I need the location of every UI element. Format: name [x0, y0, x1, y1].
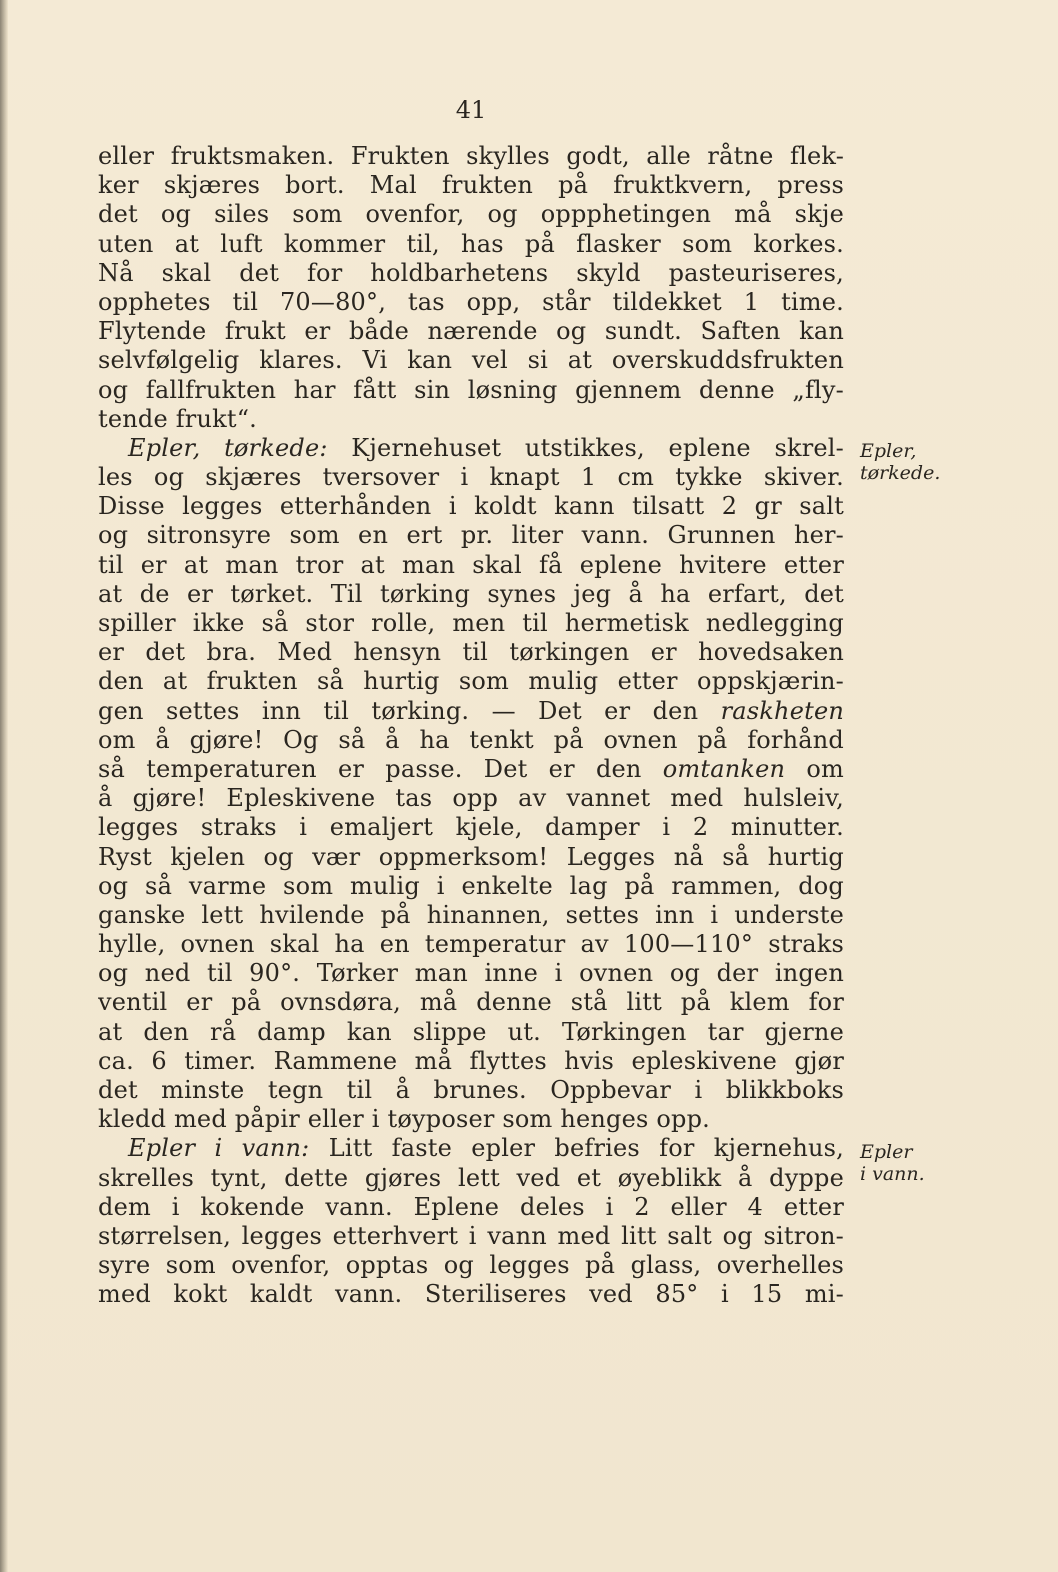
text-line: Nå skal det for holdbarhetens skyld pasteuriseres, [98, 258, 844, 287]
text-line: Epler, tørkede: Kjernehuset utstikkes, eplene skrel- [128, 433, 844, 462]
page-number: 41 [455, 96, 487, 124]
text-line: å gjøre! Epleskivene tas opp av vannet med hulsleiv, [98, 784, 844, 813]
text-line: les og skjæres tversover i knapt 1 cm tykke skiver. [98, 463, 844, 492]
italic-heading: Epler i vann: [128, 1134, 310, 1163]
italic-emphasis: omtanken [662, 754, 786, 783]
text-line: er det bra. Med hensyn til tørkingen er hovedsaken [98, 638, 844, 667]
text-line: opphetes til 70—80°, tas opp, står tildekket 1 time. [98, 287, 844, 316]
text-line: hylle, ovnen skal ha en temperatur av 100—110° straks [98, 930, 844, 959]
text-line: og ned til 90°. Tørker man inne i ovnen og der ingen [98, 959, 844, 988]
text-line: uten at luft kommer til, has på flasker som korkes. [98, 229, 844, 258]
margin-note-line: i vann. [860, 1162, 925, 1185]
italic-heading: Epler, tørkede: [128, 433, 328, 462]
text-line: det og siles som ovenfor, og oppphetingen må skje [98, 200, 844, 229]
text-line: Flytende frukt er både nærende og sundt. Saften kan [98, 317, 844, 346]
text-line: selvfølgelig klares. Vi kan vel si at overskuddsfrukten [98, 346, 844, 375]
text-line: så temperaturen er passe. Det er den omtanken om [98, 754, 844, 783]
text-line: og sitronsyre som en ert pr. liter vann. Grunnen her- [98, 521, 844, 550]
text-line: legges straks i emaljert kjele, damper i 2 minutter. [98, 813, 844, 842]
page-edge-shadow [0, 0, 8, 1572]
italic-emphasis: raskheten [720, 696, 844, 725]
body-text [98, 142, 844, 1310]
text-line: ganske lett hvilende på hinannen, settes inn i underste [98, 900, 844, 929]
text-line: dem i kokende vann. Eplene deles i 2 eller 4 etter [98, 1192, 844, 1221]
text-line: Epler i vann: Litt faste epler befries for kjernehus, [128, 1134, 844, 1163]
text-line: om å gjøre! Og så å ha tenkt på ovnen på forhånd [98, 725, 844, 754]
text-line: at de er tørket. Til tørking synes jeg å ha erfart, det [98, 579, 844, 608]
margin-note-line: tørkede. [860, 462, 941, 484]
text-line: ca. 6 timer. Rammene må flyttes hvis epleskivene gjør [98, 1046, 844, 1075]
text-line: kledd med påpir eller i tøyposer som henges opp. [98, 1105, 710, 1134]
text-line: gen settes inn til tørking. — Det er den raskheten [98, 696, 844, 725]
text-line: Disse legges etterhånden i koldt kann tilsatt 2 gr salt [98, 492, 844, 521]
text-line: tende frukt“. [98, 404, 257, 433]
margin-note-line: Epler, [860, 440, 917, 462]
text-line: og så varme som mulig i enkelte lag på rammen, dog [98, 871, 844, 900]
text-line: til er at man tror at man skal få eplene hvitere etter [98, 550, 844, 579]
text-line: skrelles tynt, dette gjøres lett ved et øyeblikk å dyppe [98, 1163, 844, 1192]
text-line: ker skjæres bort. Mal frukten på fruktkvern, press [98, 171, 844, 200]
text-line: størrelsen, legges etterhvert i vann med litt salt og sitron- [98, 1221, 844, 1250]
text-line: eller fruktsmaken. Frukten skylles godt, alle råtne flek- [98, 142, 844, 170]
margin-note [860, 1141, 980, 1185]
text-line: og fallfrukten har fått sin løsning gjennem denne „fly- [98, 375, 844, 404]
text-line: den at frukten så hurtig som mulig etter oppskjærin- [98, 667, 844, 696]
text-line: spiller ikke så stor rolle, men til hermetisk nedlegging [98, 609, 844, 637]
text-line: syre som ovenfor, opptas og legges på glass, overhelles [98, 1251, 844, 1280]
text-line: ventil er på ovnsdøra, må denne stå litt på klem for [98, 988, 844, 1017]
text-line: at den rå damp kan slippe ut. Tørkingen tar gjerne [98, 1017, 844, 1046]
margin-note [860, 440, 980, 484]
margin-note-line: Epler [860, 1140, 913, 1163]
text-line: det minste tegn til å brunes. Oppbevar i blikkboks [98, 1076, 844, 1104]
text-line: med kokt kaldt vann. Steriliseres ved 85° i 15 mi- [98, 1280, 844, 1309]
text-line: Ryst kjelen og vær oppmerksom! Legges nå så hurtig [98, 842, 844, 871]
